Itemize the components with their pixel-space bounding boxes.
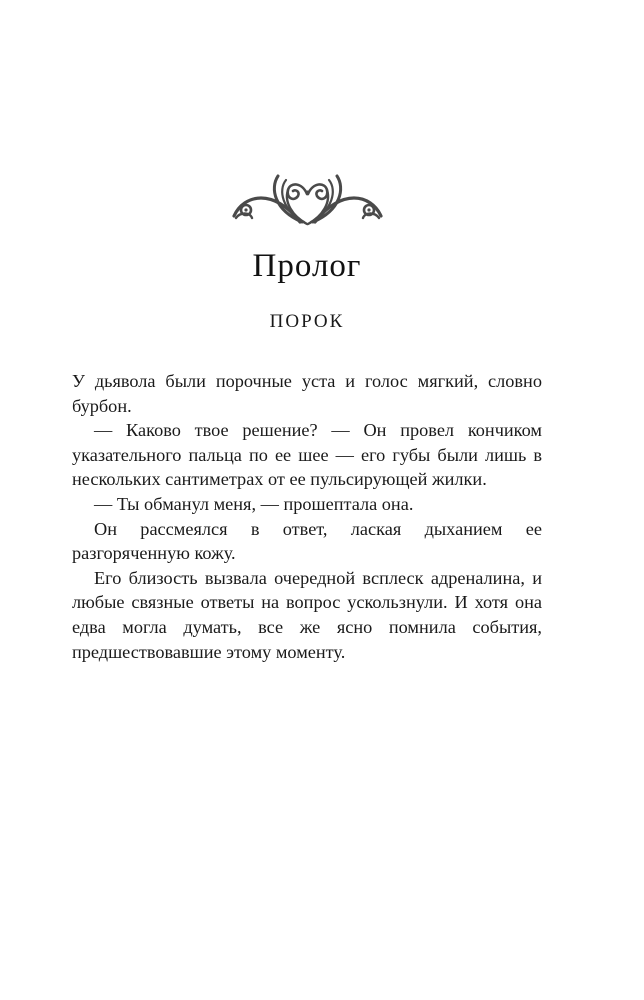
chapter-title: Пролог — [252, 248, 362, 284]
paragraph: — Ты обманул меня, — прошептала она. — [94, 493, 414, 514]
paragraph: — Каково твое решение? — Он провел кончиком указательного пальца по ее шее — его губы были лишь в нескольких сантиметрах от ее пульсирующей жилки. — [72, 420, 542, 490]
chapter-subtitle: ПОРОК — [269, 311, 345, 332]
body-text — [72, 369, 542, 664]
paragraph: Его близость вызвала очередной всплеск адреналина, и любые связные ответы на вопрос ускользнули. И хотя она едва могла думать, все же ясно помнила события, предшествовавшие этому моменту. — [72, 567, 542, 662]
flourish-ornament-icon — [230, 172, 385, 226]
paragraph: У дьявола были порочные уста и голос мягкий, словно бурбон. — [72, 371, 542, 416]
paragraph: Он рассмеялся в ответ, лаская дыханием ее разгоряченную кожу. — [72, 518, 542, 564]
